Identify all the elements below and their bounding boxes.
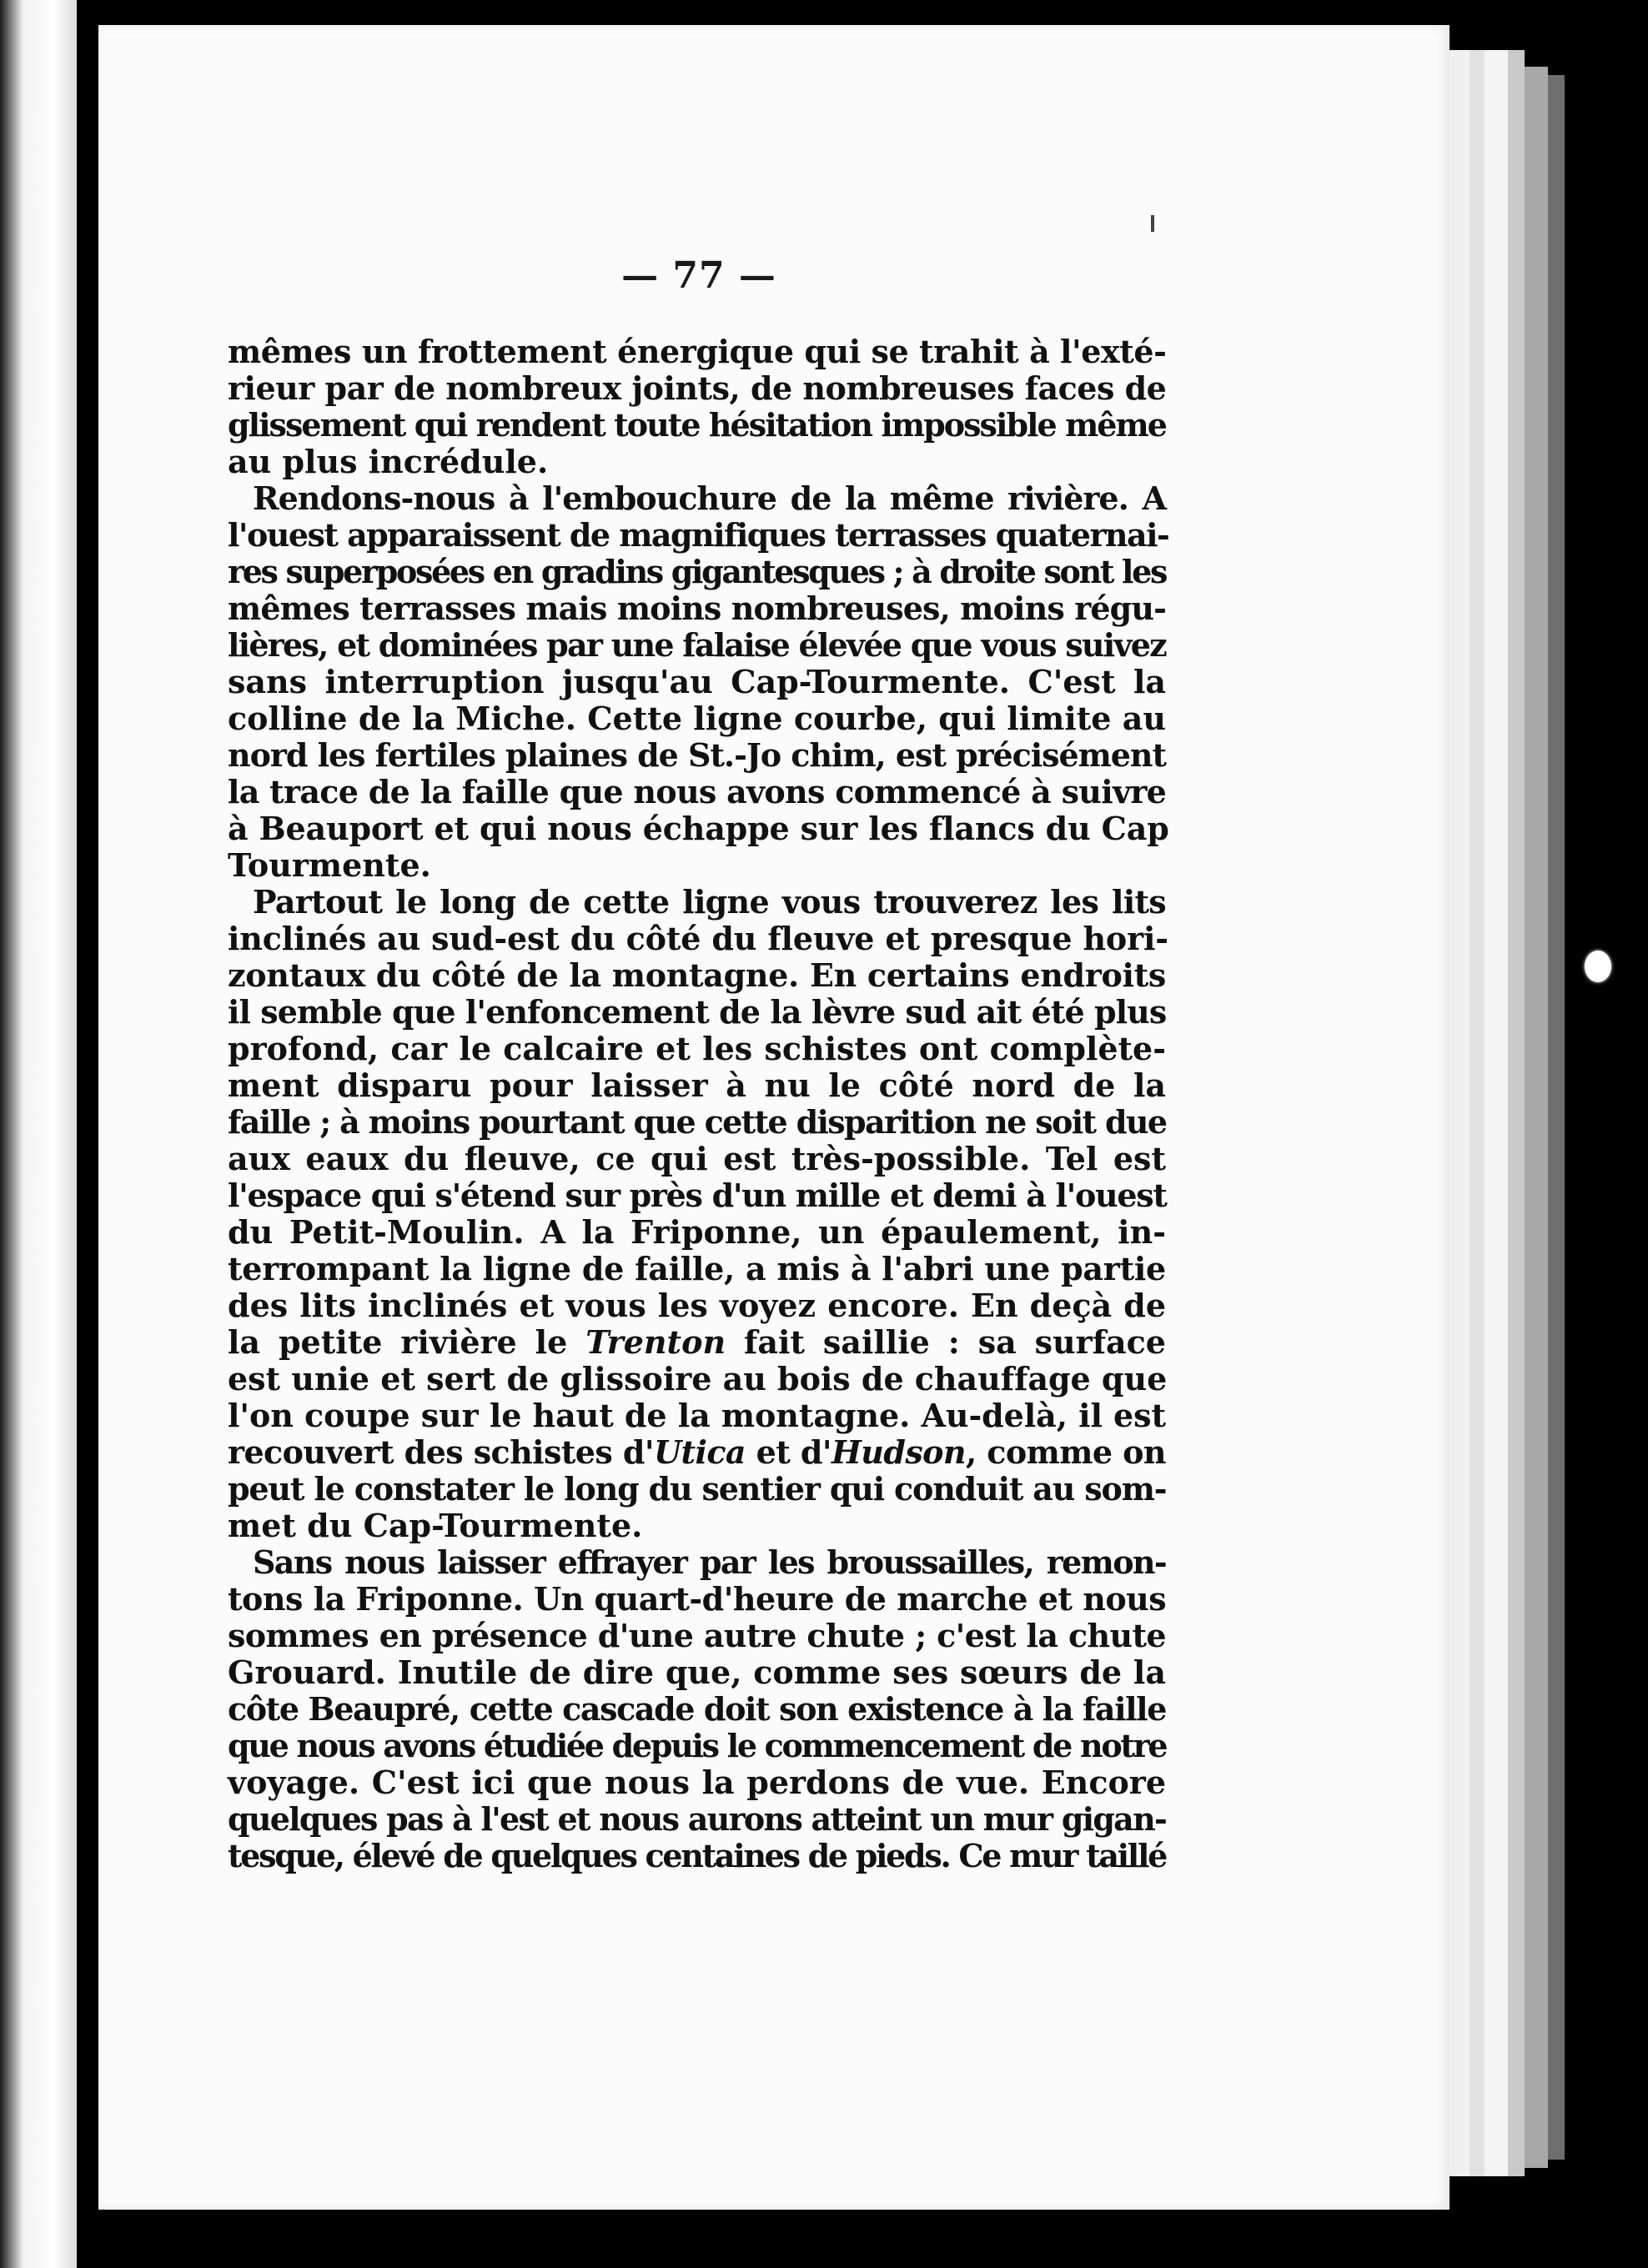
text-line: colline de la Miche. Cette ligne courbe, qui limite au xyxy=(228,700,1166,737)
page-number: — 77 — xyxy=(621,254,776,297)
text-line: Partout le long de cette ligne vous trouverez les lits xyxy=(253,883,1166,921)
text-line: mêmes terrasses mais moins nombreuses, moins régu- xyxy=(228,590,1166,627)
text-line: sommes en présence d'une autre chute ; c'est la chute xyxy=(228,1617,1166,1654)
left-page-edge xyxy=(0,0,77,2268)
page-edge-stack xyxy=(1525,67,1548,2168)
text-line: il semble que l'enfoncement de la lèvre sud ait été plus xyxy=(228,993,1167,1031)
paragraph-3 xyxy=(228,884,1166,1544)
text-line: est unie et sert de glissoire au bois de chauffage que xyxy=(228,1360,1168,1397)
paragraph-1 xyxy=(228,334,1166,480)
text-line: quelques pas à l'est et nous aurons atteint un mur gigan- xyxy=(228,1800,1166,1838)
text-line: l'ouest apparaissent de magnifiques terrasses quaternai- xyxy=(228,516,1169,554)
scan-artifact xyxy=(1151,215,1154,232)
text-line: peut le constater le long du sentier qui conduit au som- xyxy=(228,1470,1167,1508)
text-line: voyage. C'est ici que nous la perdons de vue. Encore xyxy=(228,1764,1166,1801)
page-edge-stack xyxy=(1508,50,1525,2176)
text-line: l'espace qui s'étend sur près d'un mille et demi à l'ouest xyxy=(228,1177,1167,1214)
text-line: du Petit-Moulin. A la Friponne, un épaulement, in- xyxy=(228,1213,1166,1251)
text-line: la trace de la faille que nous avons commencé à suivre xyxy=(228,773,1167,810)
text-line: recouvert des schistes d'Utica et d'Hudson, comme on xyxy=(228,1433,1166,1471)
text-line: Tourmente. xyxy=(228,846,431,884)
page-edge-stack xyxy=(1548,75,1565,2160)
text-line: mêmes un frottement énergique qui se trahit à l'exté- xyxy=(228,333,1167,370)
text-line: côte Beaupré, cette cascade doit son existence à la faille xyxy=(228,1690,1166,1728)
text-line: nord les fertiles plaines de St.-Jo chim, est précisément xyxy=(228,736,1166,774)
scan-artifact xyxy=(1585,951,1611,982)
paragraph-2 xyxy=(228,479,1169,884)
book-page xyxy=(98,25,1450,2210)
text-line: des lits inclinés et vous les voyez encore. En deçà de xyxy=(228,1287,1166,1324)
text-line: tesque, élevé de quelques centaines de pieds. Ce mur taillé xyxy=(228,1837,1166,1874)
text-line: aux eaux du fleuve, ce qui est très-possible. Tel est xyxy=(228,1140,1166,1177)
text-line: rieur par de nombreux joints, de nombreuses faces de xyxy=(228,369,1167,407)
text-line: profond, car le calcaire et les schistes ont complète- xyxy=(228,1030,1166,1067)
text-line: inclinés au sud-est du côté du fleuve et presque hori- xyxy=(228,920,1168,957)
body-text xyxy=(228,333,1169,1874)
text-line: terrompant la ligne de faille, a mis à l'abri une partie xyxy=(228,1250,1166,1287)
text-line: Grouard. Inutile de dire que, comme ses sœurs de la xyxy=(228,1653,1166,1691)
text-line: que nous avons étudiée depuis le commencement de notre xyxy=(228,1727,1167,1764)
paragraph-4 xyxy=(228,1544,1166,1874)
text-line: ment disparu pour laisser à nu le côté nord de la xyxy=(228,1066,1166,1104)
text-line: l'on coupe sur le haut de la montagne. Au-delà, il est xyxy=(228,1397,1166,1434)
page-edge-stack xyxy=(1450,50,1470,2176)
page-edge-stack xyxy=(1485,50,1508,2176)
text-line: au plus incrédule. xyxy=(228,443,549,480)
page-edge-stack xyxy=(1470,50,1485,2176)
text-line: faille ; à moins pourtant que cette disparition ne soit due xyxy=(228,1103,1167,1141)
text-line: met du Cap-Tourmente. xyxy=(228,1507,643,1544)
text-line: glissement qui rendent toute hésitation impossible même xyxy=(228,406,1166,444)
text-line: Sans nous laisser effrayer par les broussailles, remon- xyxy=(253,1543,1166,1581)
text-line: res superposées en gradins gigantesques ; à droite sont les xyxy=(228,553,1167,590)
text-line: lières, et dominées par une falaise élevée que vous suivez xyxy=(228,626,1166,664)
text-line: tons la Friponne. Un quart-d'heure de marche et nous xyxy=(228,1580,1167,1618)
text-line: à Beauport et qui nous échappe sur les flancs du Cap xyxy=(228,810,1169,847)
text-line: Rendons-nous à l'embouchure de la même rivière. A xyxy=(253,479,1166,517)
text-line: sans interruption jusqu'au Cap-Tourmente. C'est la xyxy=(228,663,1166,700)
text-line: la petite rivière le Trenton fait saillie : sa surface xyxy=(228,1323,1166,1361)
text-line: zontaux du côté de la montagne. En certains endroits xyxy=(228,956,1166,994)
